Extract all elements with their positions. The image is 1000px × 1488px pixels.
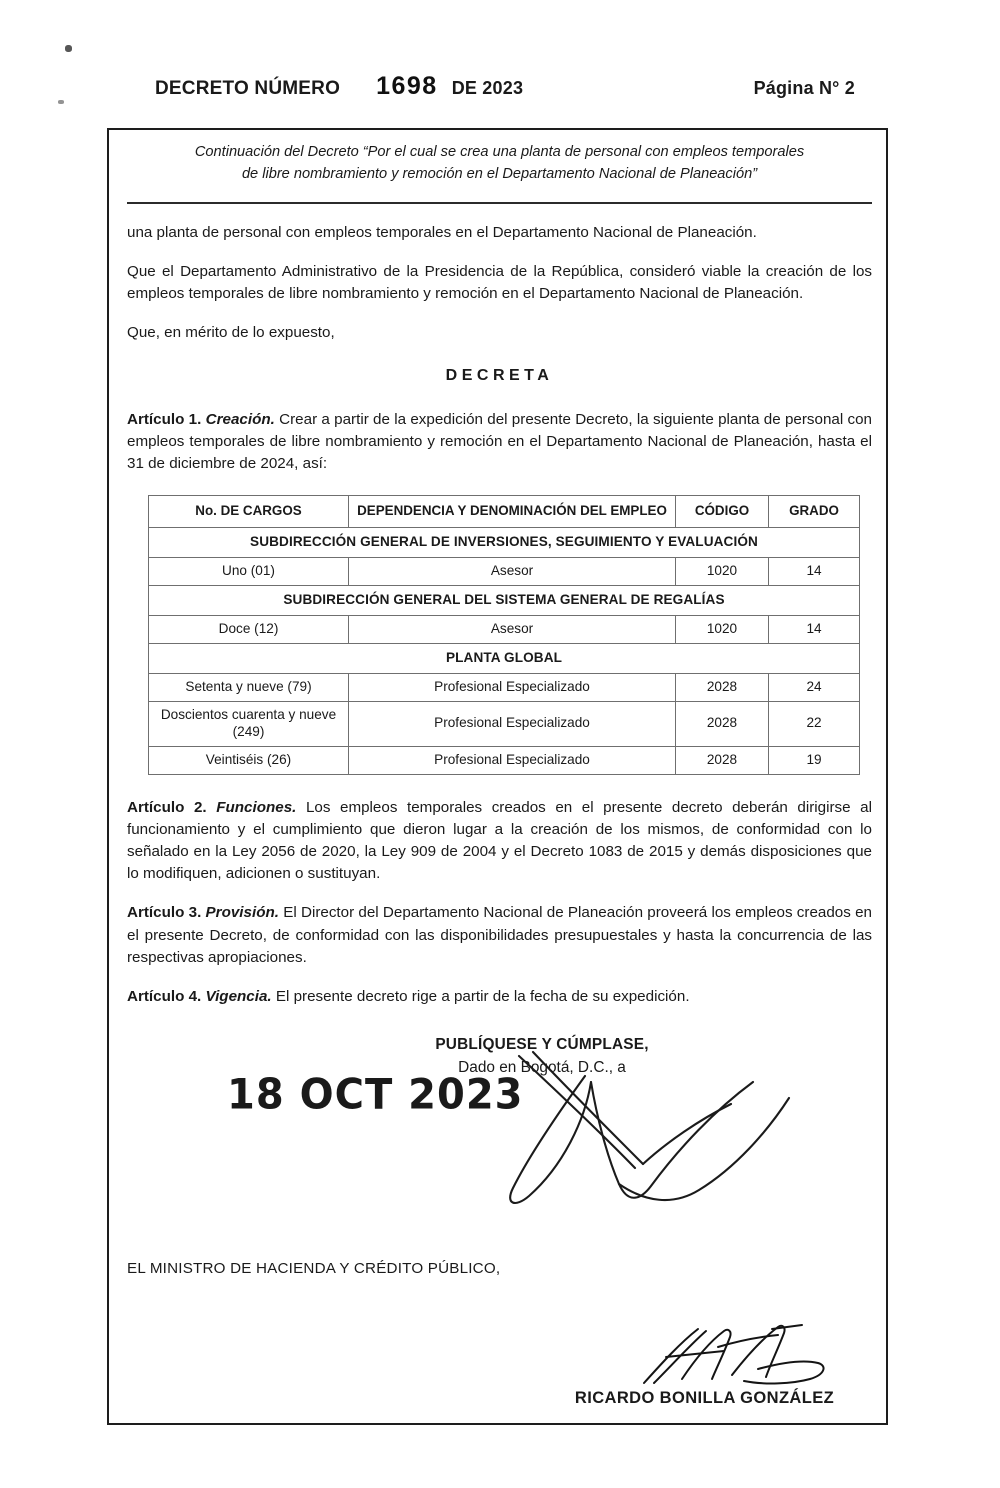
table-section-row xyxy=(149,527,860,557)
decreto-number: 1698 xyxy=(376,72,438,100)
cell-codigo: 2028 xyxy=(676,746,769,774)
header-divider xyxy=(127,202,872,204)
date-stamp: 18 OCT 2023 xyxy=(227,1071,524,1120)
table-section-row xyxy=(149,643,860,673)
cell-cargos: Doscientos cuarenta y nueve (249) xyxy=(149,701,349,746)
planta-table xyxy=(148,495,860,775)
cell-codigo: 1020 xyxy=(676,615,769,643)
continuation-note xyxy=(127,138,872,186)
closing-block xyxy=(127,1034,872,1234)
continuation-line-2: de libre nombramiento y remoción en el Departamento Nacional de Planeación” xyxy=(241,165,758,182)
article-3-title: Provisión. xyxy=(205,904,279,922)
page-number: Página N° 2 xyxy=(753,78,855,98)
column-header-codigo: CÓDIGO xyxy=(676,496,769,528)
cell-grado: 14 xyxy=(769,557,860,585)
article-4-title: Vigencia. xyxy=(205,988,272,1006)
cell-codigo: 2028 xyxy=(676,701,769,746)
cell-empleo: Asesor xyxy=(349,615,676,643)
article-1-text: Crear a partir de la expedición del presente Decreto, la siguiente planta de personal con empleos temporales de libre nombramiento y remoción en el Departamento Nacional de Planeación, hasta el 31 de diciembre de 2024, así: xyxy=(127,410,872,472)
cell-cargos: Doce (12) xyxy=(149,615,349,643)
document-header xyxy=(155,72,855,101)
paragraph-merito: Que, en mérito de lo expuesto, xyxy=(127,324,335,342)
article-4 xyxy=(127,986,872,1008)
paragraph-considerando: Que el Departamento Administrativo de la Presidencia de la República, consideró viable la creación de los empleos temporales de libre nombramiento y remoción en el Departamento Nacional de Planeación. xyxy=(127,262,872,303)
cell-codigo: 2028 xyxy=(676,673,769,701)
section-title: SUBDIRECCIÓN GENERAL DE INVERSIONES, SEGUIMIENTO Y EVALUACIÓN xyxy=(149,527,860,557)
column-header-empleo: DEPENDENCIA Y DENOMINACIÓN DEL EMPLEO xyxy=(349,496,676,528)
ministro-label: EL MINISTRO DE HACIENDA Y CRÉDITO PÚBLICO, xyxy=(127,1260,501,1278)
scan-speck-icon xyxy=(65,45,72,52)
table-header-row xyxy=(149,496,860,528)
article-1 xyxy=(127,409,872,476)
minister-signature-icon xyxy=(632,1317,842,1397)
publiquese-line: PUBLÍQUESE Y CÚMPLASE, xyxy=(435,1036,649,1054)
minister-signature-block xyxy=(127,1317,872,1437)
cell-empleo: Profesional Especializado xyxy=(349,746,676,774)
article-2 xyxy=(127,797,872,886)
cell-cargos: Setenta y nueve (79) xyxy=(149,673,349,701)
decreto-label: DECRETO NÚMERO xyxy=(155,78,341,99)
article-1-title: Creación. xyxy=(205,410,275,428)
article-3-number: Artículo 3. xyxy=(127,904,202,922)
cell-cargos: Uno (01) xyxy=(149,557,349,585)
cell-codigo: 1020 xyxy=(676,557,769,585)
article-2-text: Los empleos temporales creados en el presente decreto deberán dirigirse al funcionamiento y el cumplimiento que dieron lugar a la creación de los mismos, de conformidad con lo señalado en la Ley 2056 de 2020, la Ley 909 de 2004 y el Decreto 1083 de 2015 y demás disposiciones que lo modifiquen, adicionen o sustituyan. xyxy=(127,798,872,883)
section-title: SUBDIRECCIÓN GENERAL DEL SISTEMA GENERAL DE REGALÍAS xyxy=(149,585,860,615)
column-header-grado: GRADO xyxy=(769,496,860,528)
table-row xyxy=(149,673,860,701)
article-2-number: Artículo 2. xyxy=(127,798,207,816)
article-1-number: Artículo 1. xyxy=(127,410,202,428)
article-3-text: El Director del Departamento Nacional de Planeación proveerá los empleos creados en el presente Decreto, de conformidad con las disponibilidades presupuestales y hasta la concurrencia de las respectivas apropiaciones. xyxy=(127,904,872,966)
minister-name: RICARDO BONILLA GONZÁLEZ xyxy=(574,1389,835,1408)
article-4-text: El presente decreto rige a partir de la fecha de su expedición. xyxy=(271,988,690,1006)
decreto-year: DE 2023 xyxy=(451,78,524,98)
cell-grado: 22 xyxy=(769,701,860,746)
cell-empleo: Profesional Especializado xyxy=(349,701,676,746)
paragraph-intro: una planta de personal con empleos temporales en el Departamento Nacional de Planeación. xyxy=(127,223,757,241)
cell-cargos: Veintiséis (26) xyxy=(149,746,349,774)
continuation-line-1: Continuación del Decreto “Por el cual se crea una planta de personal con empleos temporales xyxy=(194,144,805,160)
table-row xyxy=(149,746,860,774)
column-header-cargos: No. DE CARGOS xyxy=(149,496,349,528)
decreta-heading: DECRETA xyxy=(445,366,554,384)
scan-speck-icon xyxy=(58,100,64,104)
cell-grado: 14 xyxy=(769,615,860,643)
table-row xyxy=(149,701,860,746)
article-3 xyxy=(127,902,872,969)
cell-empleo: Asesor xyxy=(349,557,676,585)
table-section-row xyxy=(149,585,860,615)
table-row xyxy=(149,557,860,585)
cell-grado: 19 xyxy=(769,746,860,774)
table-row xyxy=(149,615,860,643)
section-title: PLANTA GLOBAL xyxy=(149,643,860,673)
article-2-title: Funciones. xyxy=(216,798,297,816)
dado-line: Dado en Bogotá, D.C., a xyxy=(458,1058,626,1076)
cell-empleo: Profesional Especializado xyxy=(349,673,676,701)
page-content xyxy=(127,138,872,1437)
article-4-number: Artículo 4. xyxy=(127,988,202,1006)
cell-grado: 24 xyxy=(769,673,860,701)
